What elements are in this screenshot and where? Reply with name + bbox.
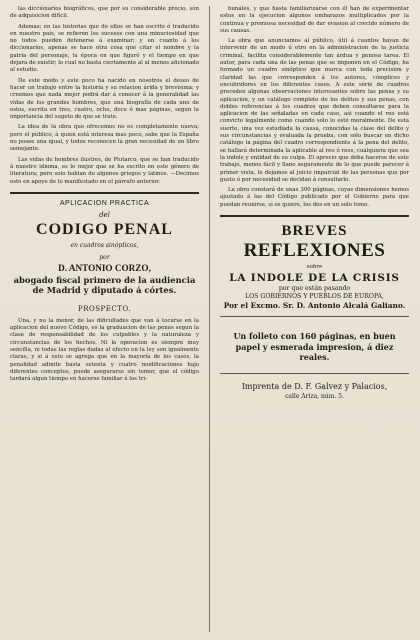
aplicacion-heading: APLICACION PRACTICA: [59, 199, 150, 207]
prospecto-heading: PROSPECTO.: [78, 304, 131, 313]
codigo-continuation-text: [220, 6, 409, 209]
imprenta-name: Imprenta de D. F. Galvez y Palacios,: [241, 381, 388, 391]
section-rule: [10, 192, 199, 194]
imprenta-address: calle Ariza, núm. 5.: [285, 392, 344, 400]
left-column: [10, 6, 205, 632]
section-rule: [220, 373, 409, 374]
section-rule: [220, 316, 409, 317]
column-divider: [209, 6, 210, 632]
paragraph: Las vidas de hombres ilustres, de Plutarco, que se han traducido á nuestro idioma, es lo mejor que se ha escrito en este género de literatura; pero solo hablan de algunos griegos y latinos. —Decimos esto en apoyo de lo manifestado en el párrafo anterior.: [10, 156, 199, 185]
author-name: D. ANTONIO CORZO,: [58, 262, 151, 273]
two-column-layout: [10, 6, 410, 632]
section-rule: [220, 215, 409, 217]
gobiernos-label: LOS GOBIERNOS Y PUEBLOS DE EUROPA,: [245, 293, 384, 301]
reflexiones-title: REFLEXIONES: [243, 240, 386, 262]
paragraph: Ademas; en las historias que de ellos se han escrito ó traducido en nuestro país, se refieren los sucesos con una minuciosidad que no todos pueden detenerse á examinar; y en cuanto á los diccionarios, apenas se hace otra cosa que citar el nombre y la patria del personaje, la época en que figuró y el tiempo en que dejara de existir; lo cual no basta ciertamente al al menos aficionado al estudio.: [10, 23, 199, 74]
por-que-label: por que están pasando: [278, 285, 351, 293]
author-title: abogado fiscal primero de la audiencia de Madrid y diputado á córtes.: [13, 274, 196, 295]
paragraph: bunales, y que hasta familiarizarse con él han de experimentar estos en la ejecucion algunos embarazos multiplicados por la continua y premiosa necesidad de dar evasion al crecido número de sus causas.: [220, 6, 409, 34]
codigo-penal-title: CODIGO PENAL: [36, 220, 173, 238]
folleto-text: Un folleto con 160 páginas, en buen papel y esmerada impresion, á diez reales.: [233, 331, 396, 363]
cuadros-subtitle: en cuadros sinópticos,: [70, 241, 139, 249]
paragraph: La obra que anunciamos al público, útil á cuantos hayan de intervenir de un modo ú otro en la administracion de la justicia criminal, facilita considerablemente tan árdua y penosa tarea. El autor, para cada una de las penas que se imponen en el Código, ha formado un cuadro sinóptico que marca con toda precision y claridad las que corresponden á los autores, cómplices y encubridores en los diferentes casos. A este série de cuadros preceden algunas observaciones interesantes sobre las penas y su aplicacion, y un catálogo completo de los delitos y sus penas, con dobles referencias á los cuadros que deben consultarse para la aplicacion de las señaladas en cada caso, asi cuando el reo está convicto legalmente como cuando solo lo esté moralmente. De esta suerte, una vez estudiada la causa, conocidas la clase del delito y sus circunstancias y evaluada la prueba, con solo buscar en dicho catálogo la página del cuadro correspondiente á la pena del delito, se hallará determinada la aplicable al reo ó reos, cualquiera que sea la indole y entidad de su culpa. El aprecio que deba hacerse de este trabajo, menos fácil y llano seguramente de lo que puede parecer á primer vista, lo dejamos al juicio imparcial de las personas que por gusto ó por necesidad se decidan á consultarlo.: [220, 38, 409, 183]
sobre-label: sobre: [306, 264, 323, 271]
right-column: [214, 6, 409, 632]
paragraph: La obra constará de unas 300 páginas, cuyas dimensiones hemos ajustado á las del Código publicado por el Gobierno para que puedan reunirse, si se quiere, los dos en un solo tomo.: [220, 187, 409, 208]
biography-notice-text: [10, 6, 199, 186]
paragraph: La idea de la obra que ofrecemos no es completamente nueva; pero el público, á quien está interesa mas poco, sabe que la España no posee una igual, y todos reconocen la gran necesidad de un libro semejante.: [10, 124, 199, 153]
indole-title: LA INDOLE DE LA CRISIS: [229, 272, 400, 285]
breves-title: BREVES: [281, 223, 348, 240]
excmo-author: Por el Excmo. Sr. D. Antonio Alcalá Galiano.: [223, 301, 406, 311]
del-label: del: [99, 210, 110, 219]
paragraph: Una, y no la menor, de las dificultades que van á tocarse en la aplicacion del nuevo Código, es la graduacion de las penas segun la clase de responsabilidad de los culpables y la naturaleza y circunstancias de los hechos. Ni la operacion es siempre muy sencilla, ni todas las reglas dadas al efecto en la ley son igualmente claras, y si á esto se agrega que en la mayoría de los casos, la penalidad admite hasta setenta y cuatro modificaciones hajo diferentes conceptos, puede asegurarse sin temor, que el código tardará algun tiempo en hacerse familiar á los tri-: [10, 317, 199, 383]
prospecto-text: [10, 318, 199, 384]
paragraph: las diccionarios biográficos, que por su considerable precio, son de adquisicion difícil.: [10, 6, 199, 20]
breves-title-block: [220, 223, 409, 262]
paragraph: De este modo y este poco ha nacido en nosotros el deseo de hacer un trabajo entre la historia y su relacion árida y brevisima; y creemos que nada mejor podrá dar á conocer á la generalidad las vidas de los grandes hombres, que una biografía de cada uno de estos, escrita en tres, cuatro, ocho, doce ó mas páginas, segun la importancia del sugeto de que se trate.: [10, 77, 199, 121]
por-label: por: [99, 253, 110, 261]
